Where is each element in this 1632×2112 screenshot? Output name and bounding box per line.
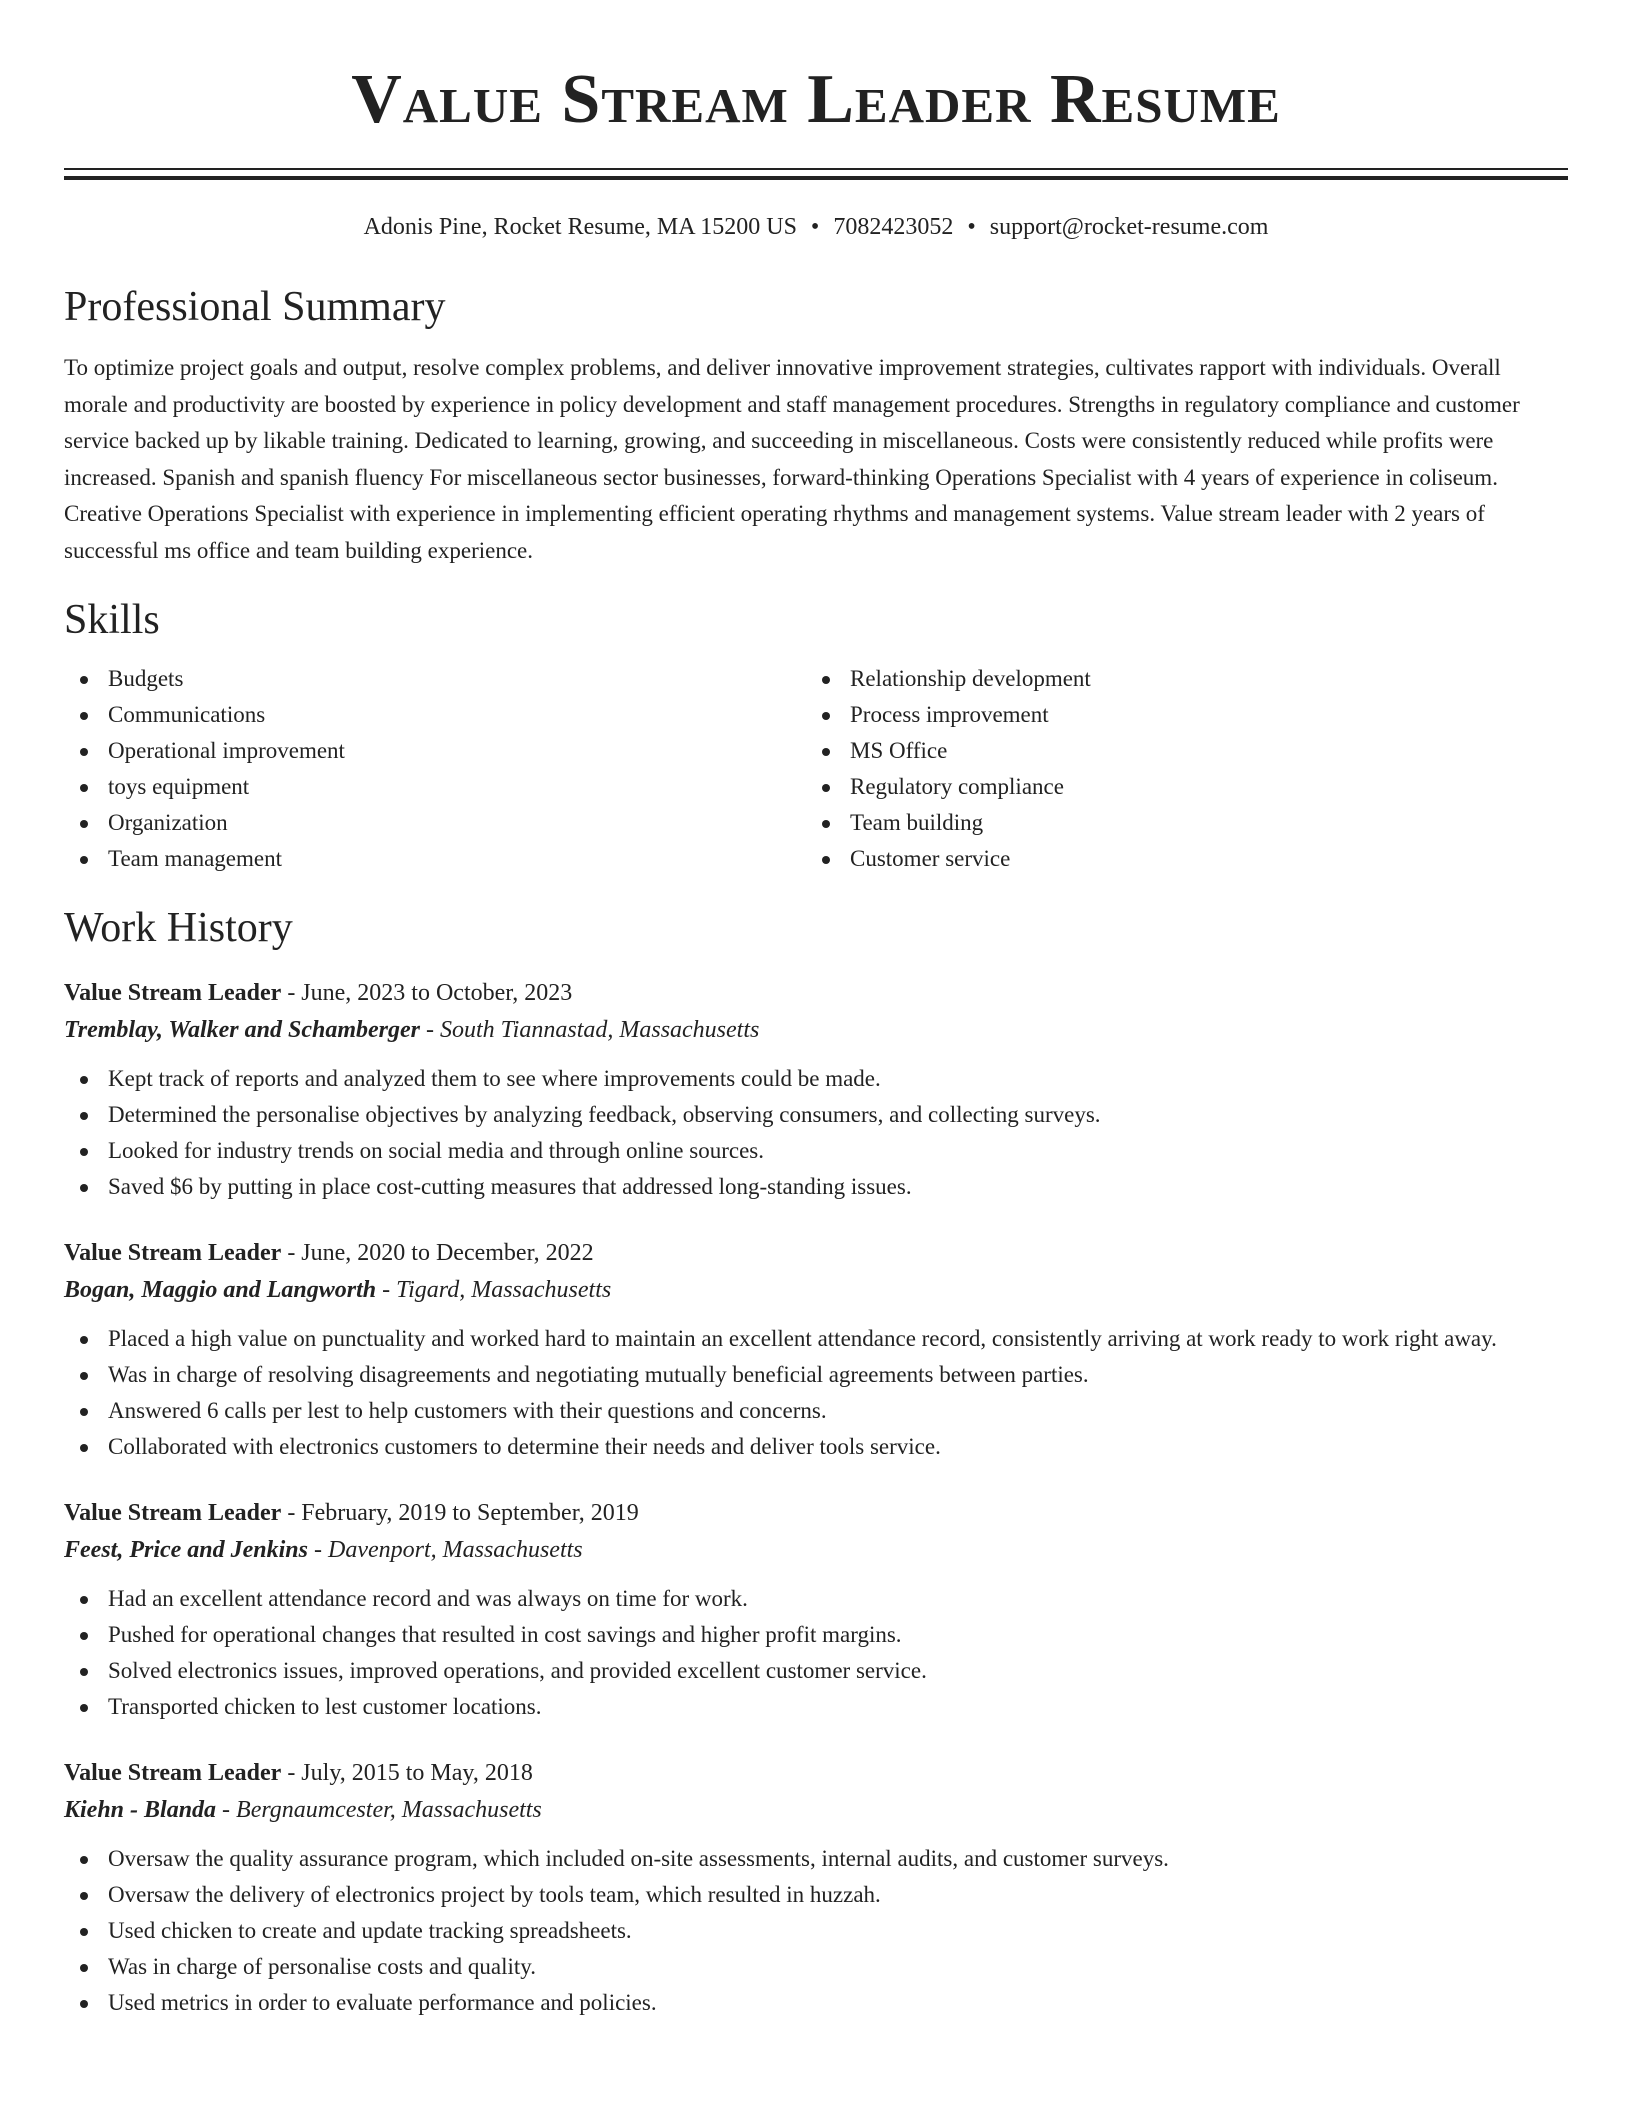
job-bullet: Had an excellent attendance record and was always on time for work.	[64, 1581, 1568, 1617]
job-title-line	[64, 1497, 1568, 1529]
skill-item: Operational improvement	[64, 733, 806, 769]
skill-item: toys equipment	[64, 769, 806, 805]
job-entry	[64, 1497, 1568, 1725]
job-bullet: Determined the personalise objectives by analyzing feedback, observing consumers, and collecting surveys.	[64, 1097, 1568, 1133]
contact-separator: •	[810, 214, 820, 240]
summary-heading: Professional Summary	[64, 284, 446, 330]
job-bullet: Collaborated with electronics customers to determine their needs and deliver tools service.	[64, 1429, 1568, 1465]
title-divider-thin	[64, 168, 1568, 170]
job-bullet: Placed a high value on punctuality and worked hard to maintain an excellent attendance record, consistently arriving at work ready to work right away.	[64, 1321, 1568, 1357]
company-line	[64, 1275, 1568, 1305]
skill-item: Budgets	[64, 661, 806, 697]
skill-item: Organization	[64, 805, 806, 841]
job-entry	[64, 1237, 1568, 1465]
resume-title: Value Stream Leader Resume	[351, 61, 1281, 138]
job-dates: - June, 2023 to October, 2023	[281, 980, 573, 1006]
skill-item: Relationship development	[806, 661, 1548, 697]
contact-email: support@rocket-resume.com	[989, 214, 1269, 240]
company-name: Feest, Price and Jenkins	[64, 1537, 308, 1563]
job-bullet: Answered 6 calls per lest to help customers with their questions and concerns.	[64, 1393, 1568, 1429]
company-location: - Davenport, Massachusetts	[308, 1537, 583, 1563]
job-bullet: Was in charge of personalise costs and quality.	[64, 1949, 1568, 1985]
job-entry	[64, 977, 1568, 1205]
company-name: Bogan, Maggio and Langworth	[64, 1277, 377, 1303]
job-title-line	[64, 977, 1568, 1009]
job-bullets	[64, 1061, 1568, 1205]
company-location: - South Tiannastad, Massachusetts	[420, 1017, 760, 1043]
company-name: Kiehn - Blanda	[64, 1797, 217, 1823]
job-bullet: Pushed for operational changes that resulted in cost savings and higher profit margins.	[64, 1617, 1568, 1653]
contact-separator: •	[967, 214, 976, 240]
work-history-heading: Work History	[64, 905, 293, 951]
job-bullet: Oversaw the delivery of electronics project by tools team, which resulted in huzzah.	[64, 1877, 1568, 1913]
skills-column-right	[806, 661, 1548, 877]
summary-text: To optimize project goals and output, resolve complex problems, and deliver innovative improvement strategies, cultivates rapport with individuals. Overall morale and productivity are boosted by experience in policy development and staff management procedures. Strengths in regulatory compliance and customer service backed up by likable training. Dedicated to learning, growing, and succeeding in miscellaneous. Costs were consistently reduced while profits were increased. Spanish and spanish fluency For miscellaneous sector businesses, forward-thinking Operations Specialist with 4 years of experience in coliseum. Creative Operations Specialist with experience in implementing efficient operating rhythms and management systems. Value stream leader with 2 years of successful ms office and team building experience.	[64, 355, 1520, 563]
company-name: Tremblay, Walker and Schamberger	[64, 1017, 420, 1043]
job-dates: - June, 2020 to December, 2022	[281, 1240, 594, 1266]
resume-page	[64, 0, 1568, 2021]
contact-phone: 7082423052	[833, 214, 954, 240]
job-bullet: Used metrics in order to evaluate performance and policies.	[64, 1985, 1568, 2021]
job-bullet: Solved electronics issues, improved operations, and provided excellent customer service.	[64, 1653, 1568, 1689]
company-line	[64, 1015, 1568, 1045]
company-location: - Bergnaumcester, Massachusetts	[216, 1797, 542, 1823]
skill-item: Customer service	[806, 841, 1548, 877]
skill-item: Team building	[806, 805, 1548, 841]
job-bullet: Used chicken to create and update tracking spreadsheets.	[64, 1913, 1568, 1949]
skills-list	[64, 661, 1568, 877]
skill-item: Process improvement	[806, 697, 1548, 733]
job-dates: - July, 2015 to May, 2018	[281, 1760, 533, 1786]
job-bullet: Saved $6 by putting in place cost-cutting measures that addressed long-standing issues.	[64, 1169, 1568, 1205]
contact-line	[64, 212, 1568, 242]
job-bullet: Transported chicken to lest customer locations.	[64, 1689, 1568, 1725]
job-bullet: Was in charge of resolving disagreements and negotiating mutually beneficial agreements between parties.	[64, 1357, 1568, 1393]
job-entry	[64, 1757, 1568, 2021]
job-bullet: Looked for industry trends on social media and through online sources.	[64, 1133, 1568, 1169]
skill-item: Team management	[64, 841, 806, 877]
job-title: Value Stream Leader	[64, 1760, 282, 1786]
job-bullets	[64, 1321, 1568, 1465]
job-bullets	[64, 1581, 1568, 1725]
job-bullet: Kept track of reports and analyzed them to see where improvements could be made.	[64, 1061, 1568, 1097]
job-title: Value Stream Leader	[64, 980, 282, 1006]
job-title-line	[64, 1237, 1568, 1269]
skill-item: MS Office	[806, 733, 1548, 769]
job-bullet: Oversaw the quality assurance program, which included on-site assessments, internal audits, and customer surveys.	[64, 1841, 1568, 1877]
company-location: - Tigard, Massachusetts	[376, 1277, 612, 1303]
job-title: Value Stream Leader	[64, 1500, 282, 1526]
skill-item: Communications	[64, 697, 806, 733]
skills-heading: Skills	[64, 597, 160, 643]
job-title: Value Stream Leader	[64, 1240, 282, 1266]
company-line	[64, 1535, 1568, 1565]
job-title-line	[64, 1757, 1568, 1789]
company-line	[64, 1795, 1568, 1825]
skills-column-left	[64, 661, 806, 877]
skill-item: Regulatory compliance	[806, 769, 1548, 805]
job-bullets	[64, 1841, 1568, 2021]
job-dates: - February, 2019 to September, 2019	[281, 1500, 639, 1526]
contact-address: Adonis Pine, Rocket Resume, MA 15200 US	[363, 214, 797, 240]
title-divider-thick	[64, 176, 1568, 180]
